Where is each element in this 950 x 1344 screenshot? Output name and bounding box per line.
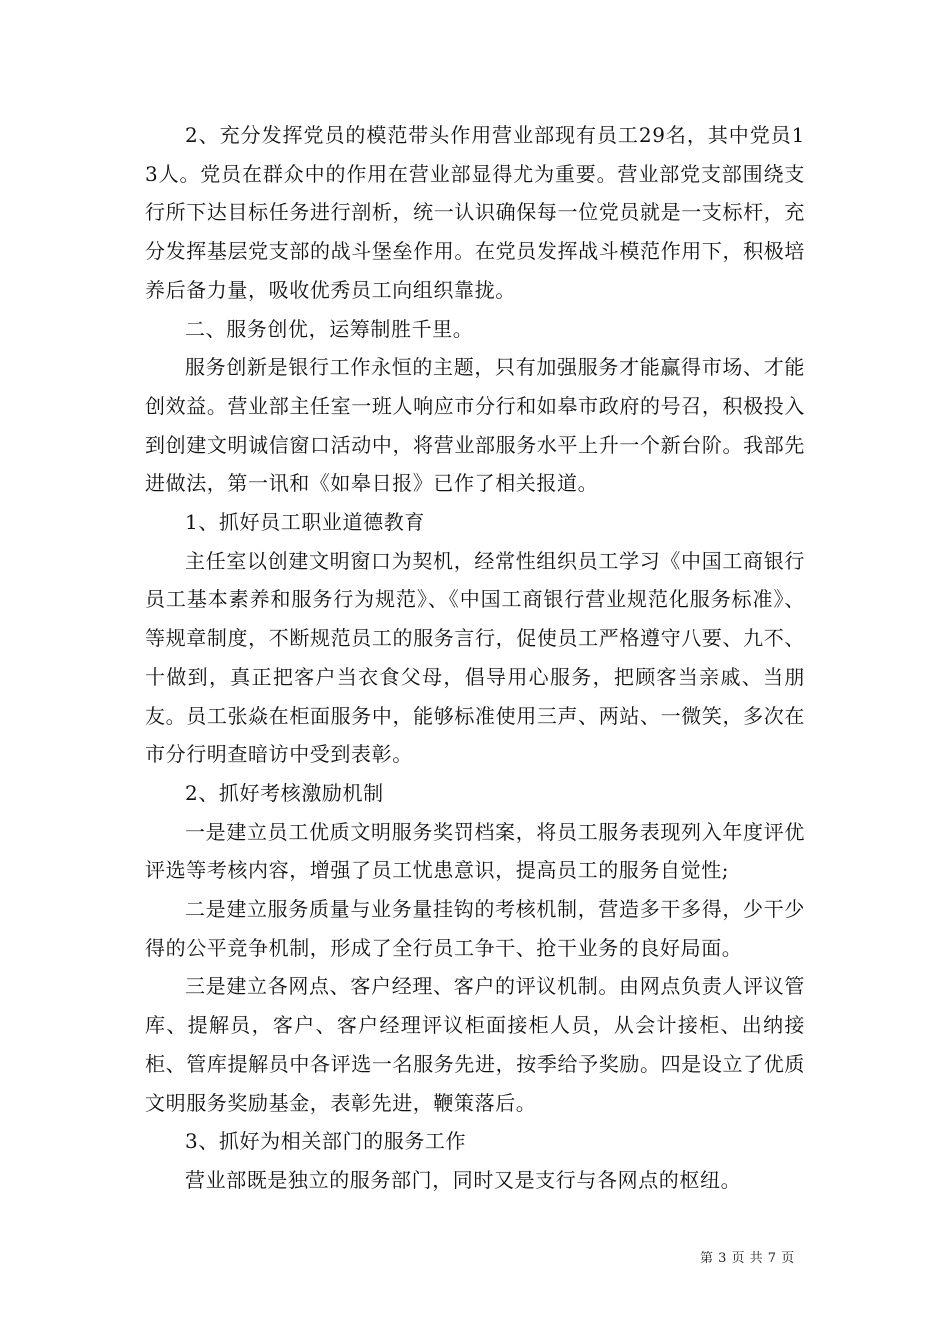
subsection-heading: 2、抓好考核激励机制 xyxy=(185,780,384,805)
paragraph: 主任室以创建文明窗口为契机，经常性组织员工学习《中国工商银行员工基本素养和服务行为规范》、《中国工商银行营业规范化服务标准》、等规章制度，不断规范员工的服务言行，促使员工严格遵守八要、九不、十做到，真正把客户当衣食父母，倡导用心服务，把顾客当亲戚、当朋友。员工张焱在柜面服务中，能够标准使用三声、两站、一微笑，多次在市分行明查暗访中受到表彰。 xyxy=(145,548,805,767)
page-number-footer: 第 3 页 共 7 页 xyxy=(700,1251,795,1266)
paragraph: 营业部既是独立的服务部门，同时又是支行与各网点的枢纽。 xyxy=(185,1167,742,1192)
section-heading: 二、服务创优，运筹制胜千里。 xyxy=(185,316,474,341)
paragraph: 一是建立员工优质文明服务奖罚档案，将员工服务表现列入年度评优评选等考核内容，增强了员工忧患意识，提高员工的服务自觉性; xyxy=(145,819,805,883)
paragraph: 三是建立各网点、客户经理、客户的评议机制。由网点负责人评议管库、提解员，客户、客户经理评议柜面接柜人员，从会计接柜、出纳接柜、管库提解员中各评选一名服务先进，按季给予奖励。四是设立了优质文明服务奖励基金，表彰先进，鞭策落后。 xyxy=(145,974,805,1115)
paragraph: 二是建立服务质量与业务量挂钩的考核机制，营造多干多得，少干少得的公平竞争机制，形成了全行员工争干、抢干业务的良好局面。 xyxy=(145,897,805,960)
paragraph: 服务创新是银行工作永恒的主题，只有加强服务才能赢得市场、才能创效益。营业部主任室一班人响应市分行和如皋市政府的号召，积极投入到创建文明诚信窗口活动中，将营业部服务水平上升一个新台阶。我部先进做法，第一讯和《如皋日报》已作了相关报道。 xyxy=(145,355,805,496)
subsection-heading: 1、抓好员工职业道德教育 xyxy=(185,510,425,535)
subsection-heading: 3、抓好为相关部门的服务工作 xyxy=(185,1129,467,1154)
document-body xyxy=(145,116,805,1200)
paragraph: 2、充分发挥党员的模范带头作用营业部现有员工29名，其中党员13人。党员在群众中的作用在营业部显得尤为重要。营业部党支部围绕支行所下达目标任务进行剖析，统一认识确保每一位党员就是一支标杆，充分发挥基层党支部的战斗堡垒作用。在党员发挥战斗模范作用下，积极培养后备力量，吸收优秀员工向组织靠拢。 xyxy=(145,123,805,302)
